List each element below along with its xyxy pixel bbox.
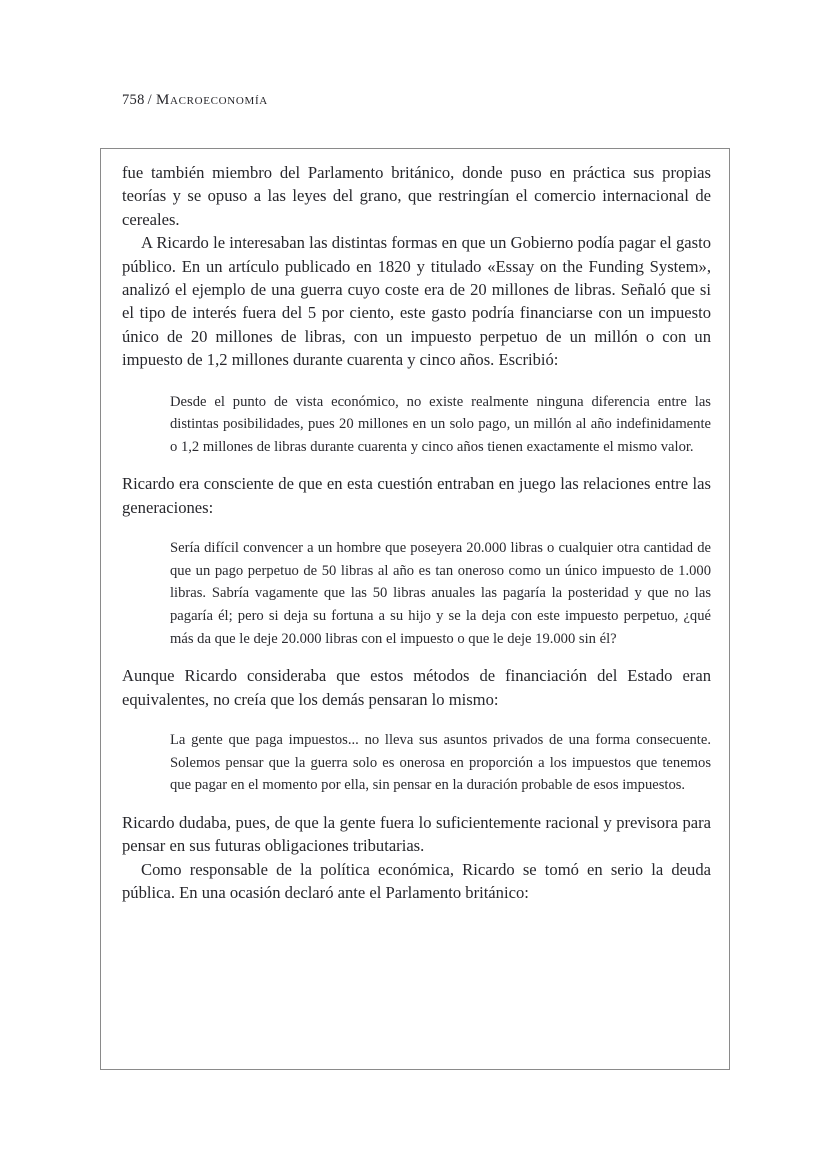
quotation-perpetual-tax: Sería difícil convencer a un hombre que poseyera 20.000 libras o cualquier otra cantidad de que un pago perpetuo de 50 libras al año es tan oneroso como un único impuesto de 1.000 libras. Sabría vagamente que las 50 libras anuales las pagaría la posteridad y que no las pagaría él; pero si deja su fortuna a su hijo y se la deja con este impuesto perpetuo, ¿qué más da que le deje 20.000 libras con el impuesto o que le deje 19.000 sin él?	[170, 540, 711, 647]
paragraph-public-debt: Como responsable de la política económica, Ricardo se tomó en serio la deuda pública. En una ocasión declaró ante el Parlamento británico:	[122, 859, 711, 903]
book-title: Macroeconomía	[155, 92, 268, 108]
header-separator: /	[147, 92, 152, 108]
paragraph-rationality-doubt: Ricardo dudaba, pues, de que la gente fuera lo suficientemente racional y previsora para pensar en sus futuras obligaciones tributarias.	[122, 812, 711, 856]
page-folio: 758	[122, 92, 145, 108]
page-border-frame	[100, 148, 730, 1070]
quotation-taxpayers-behaviour: La gente que paga impuestos... no lleva sus asuntos privados de una forma consecuente. Solemos pensar que la guerra solo es onerosa en proporción a los impuestos que tenemos que pagar en el momento por ella, sin pensar en la duración probable de esos impuestos.	[170, 732, 711, 794]
paragraph-generations: Ricardo era consciente de que en esta cuestión entraban en juego las relaciones entre las generaciones:	[122, 474, 711, 517]
paragraph-equivalence-methods: Aunque Ricardo consideraba que estos métodos de financiación del Estado eran equivalentes, no creía que los demás pensaran lo mismo:	[122, 666, 711, 709]
paragraph-continuation: fue también miembro del Parlamento británico, donde puso en práctica sus propias teorías y se opuso a las leyes del grano, que restringían el comercio internacional de cereales.	[122, 163, 711, 229]
quotation-economic-equivalence: Desde el punto de vista económico, no existe realmente ninguna diferencia entre las distintas posibilidades, pues 20 millones en un solo pago, un millón al año indefinidamente o 1,2 millones de libras durante cuarenta y cinco años tienen exactamente el mismo valor.	[170, 393, 711, 455]
running-header	[122, 92, 268, 109]
text-block	[122, 161, 711, 904]
paragraph-ricardo-government-financing: A Ricardo le interesaban las distintas formas en que un Gobierno podía pagar el gasto público. En un artículo publicado en 1820 y titulado «Essay on the Funding System», analizó el ejemplo de una guerra cuyo coste era de 20 millones de libras. Señaló que si el tipo de interés fuera del 5 por ciento, este gasto podría financiarse con un impuesto único de 20 millones de libras, con un impuesto perpetuo de un millón o con un impuesto de 1,2 millones durante cuarenta y cinco años. Escribió:	[122, 233, 711, 370]
